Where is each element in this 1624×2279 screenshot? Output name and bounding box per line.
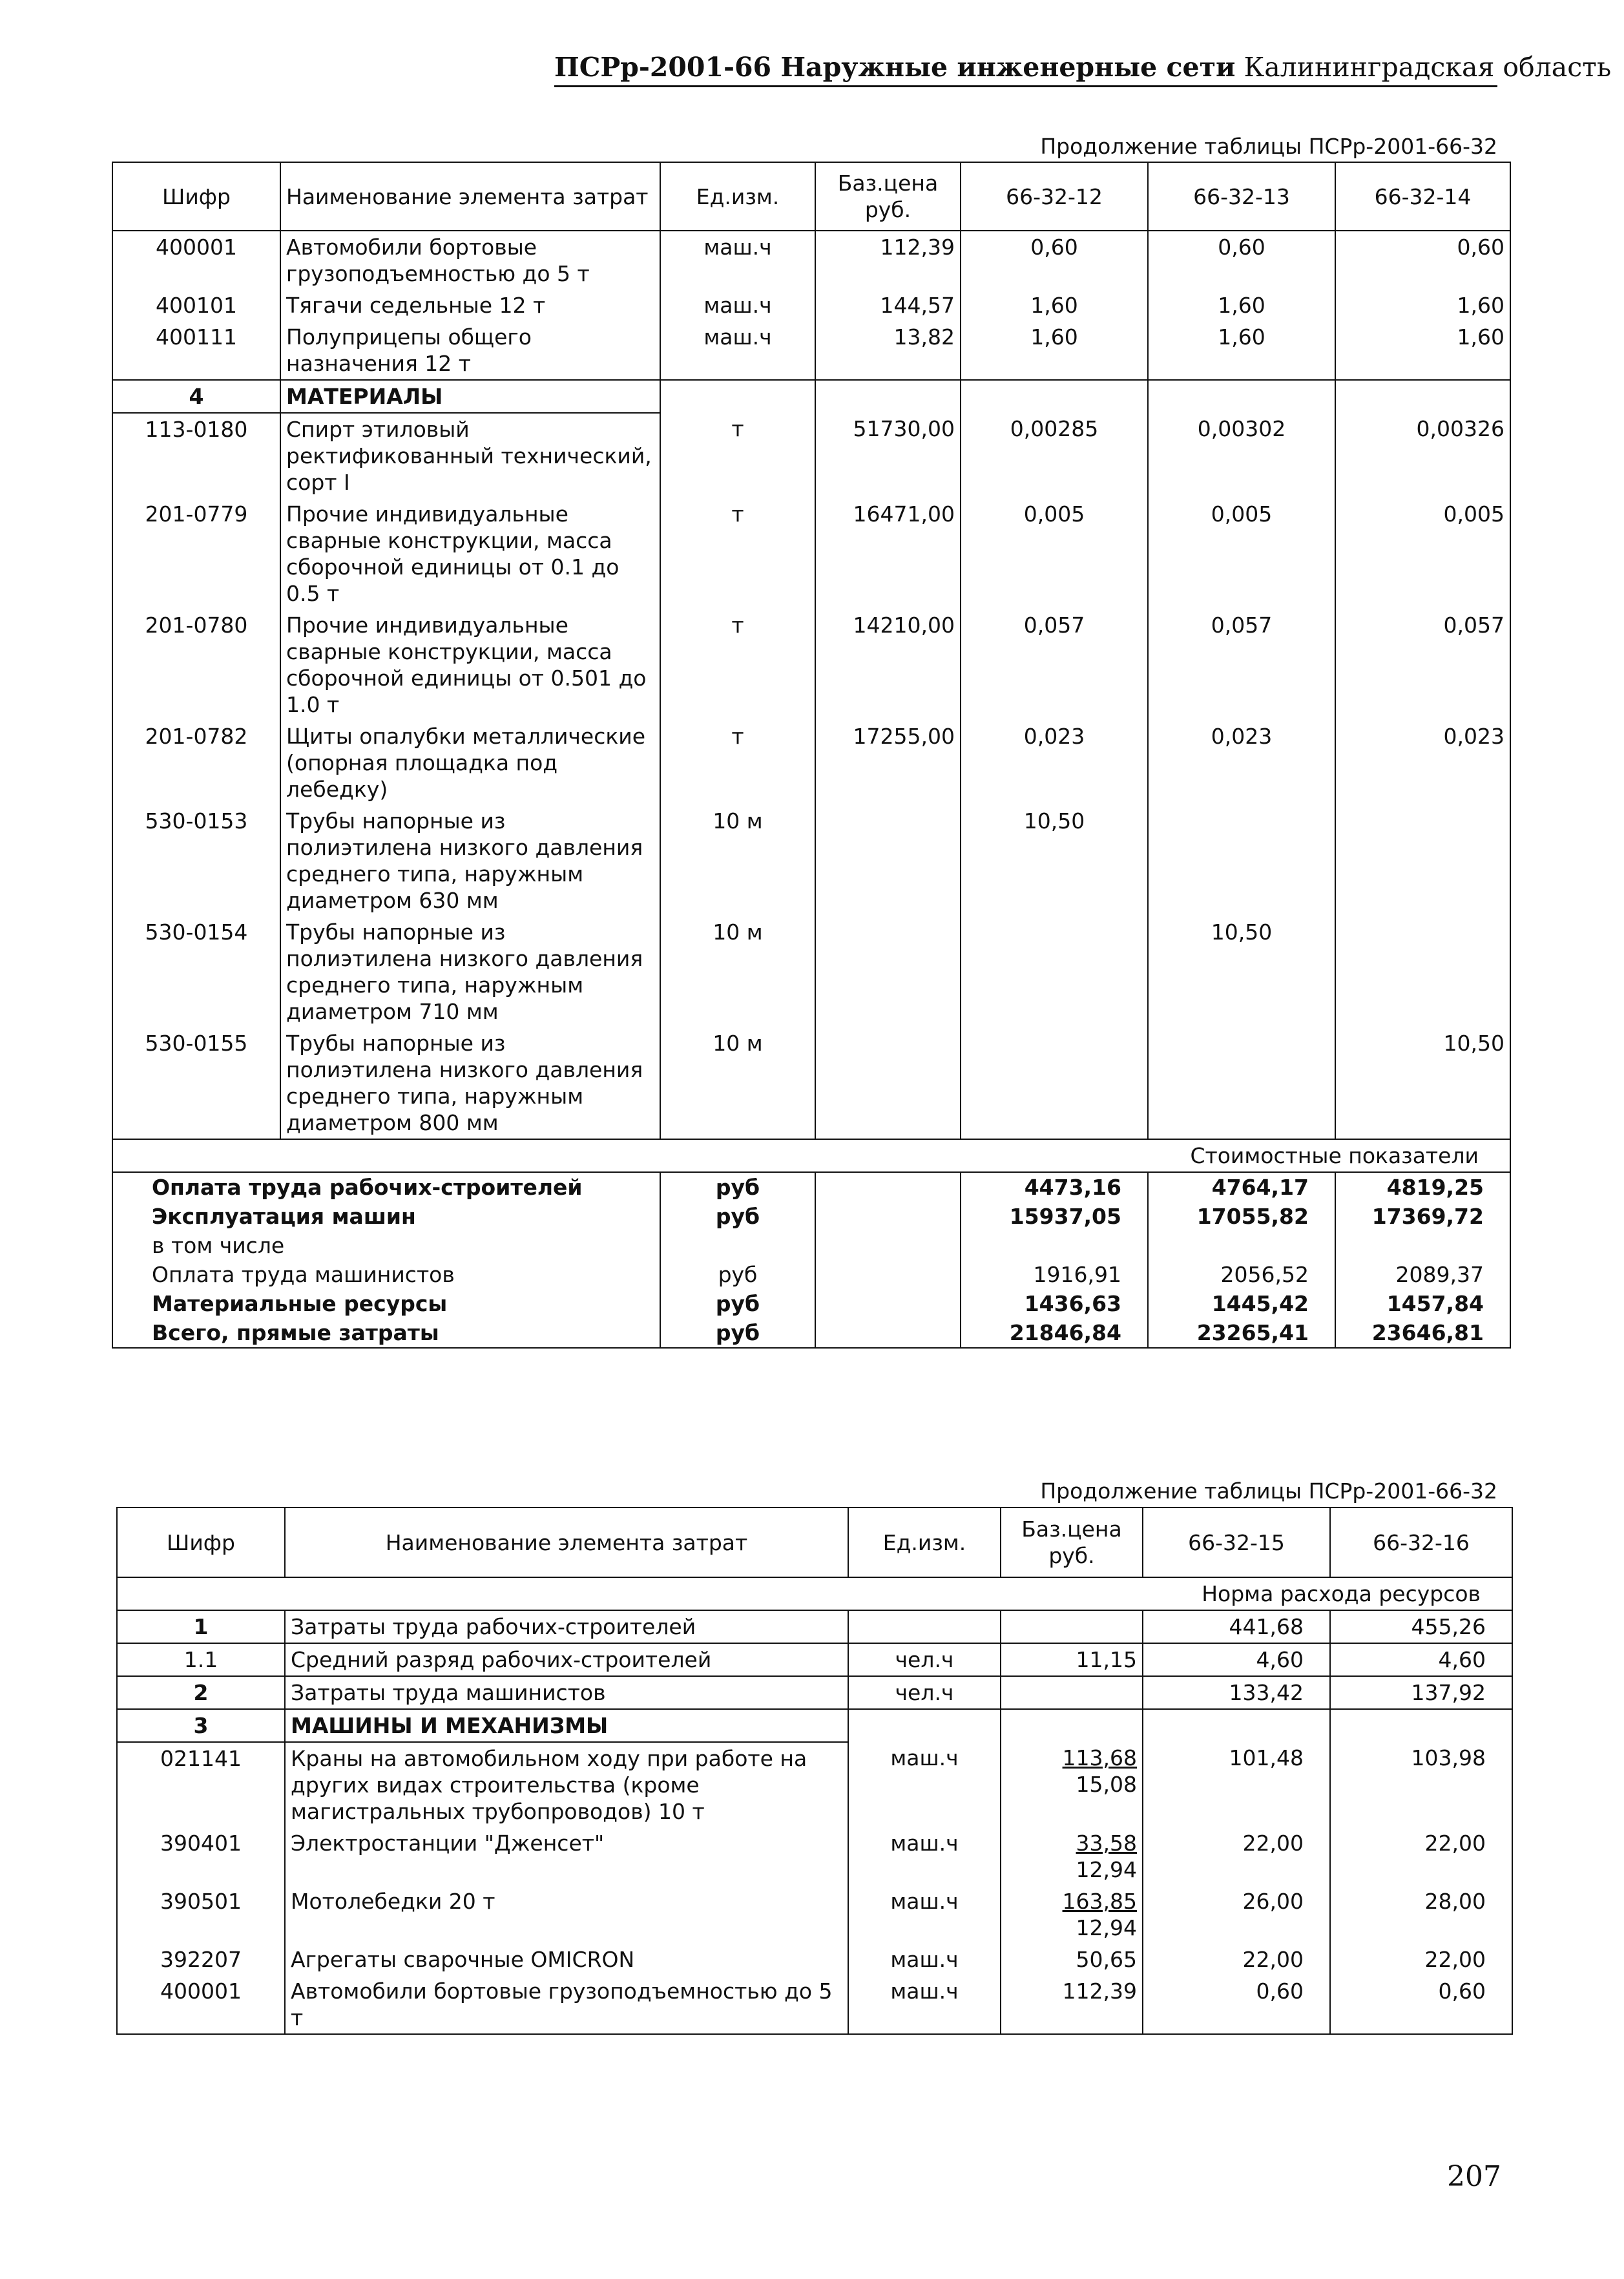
cost-label: в том числе — [112, 1231, 660, 1260]
row-value-66-32-16: 0,60 — [1330, 1975, 1512, 2034]
col-header-66-32-15: 66-32-15 — [1143, 1507, 1330, 1577]
row-name: Трубы напорные из полиэтилена низкого давления среднего типа, наружным диаметром 710 мм — [280, 916, 660, 1027]
row-name: Трубы напорные из полиэтилена низкого давления среднего типа, наружным диаметром 630 мм — [280, 805, 660, 916]
row-code: 1.1 — [117, 1643, 285, 1676]
row-unit: маш.ч — [848, 1885, 1001, 1944]
cost-value-66-32-12: 1916,91 — [961, 1260, 1148, 1289]
cost-value-66-32-12: 15937,05 — [961, 1202, 1148, 1231]
row-value-66-32-14: 1,60 — [1335, 289, 1510, 321]
row-code: 400001 — [112, 231, 280, 289]
table-row — [117, 1610, 1512, 1643]
row-name: Автомобили бортовые грузоподъемностью до 5 т — [285, 1975, 848, 2034]
row-name: Агрегаты сварочные OMICRON — [285, 1944, 848, 1975]
row-code: 201-0782 — [112, 720, 280, 805]
cost-value-66-32-14: 1457,84 — [1335, 1289, 1510, 1318]
cost-value-66-32-14 — [1335, 1231, 1510, 1260]
cost-unit: руб — [660, 1260, 815, 1289]
row-value-66-32-16: 137,92 — [1330, 1676, 1512, 1709]
row-unit: маш.ч — [848, 1827, 1001, 1885]
table-row — [112, 609, 1510, 720]
empty-cell — [815, 1260, 961, 1289]
cost-label: Оплата труда машинистов — [112, 1260, 660, 1289]
row-value-66-32-14: 1,60 — [1335, 321, 1510, 380]
row-base-price — [815, 1027, 961, 1139]
row-value-66-32-14 — [1335, 805, 1510, 916]
table-row — [112, 289, 1510, 321]
table-row — [112, 1027, 1510, 1139]
row-value-66-32-13: 1,60 — [1148, 289, 1335, 321]
base-price-value: 33,58 — [1076, 1831, 1137, 1856]
row-value-66-32-13 — [1148, 1027, 1335, 1139]
row-value-66-32-15: 441,68 — [1143, 1610, 1330, 1643]
row-name: Средний разряд рабочих-строителей — [285, 1643, 848, 1676]
row-base-price: 112,39 — [815, 231, 961, 289]
cost-row — [112, 1172, 1510, 1202]
col-header-base-price: Баз.цена руб. — [1001, 1507, 1143, 1577]
row-value-66-32-14: 0,60 — [1335, 231, 1510, 289]
row-name: Щиты опалубки металлические (опорная площадка под лебедку) — [280, 720, 660, 805]
row-value-66-32-15: 26,00 — [1143, 1885, 1330, 1944]
cost-value-66-32-14: 23646,81 — [1335, 1318, 1510, 1348]
row-base-price: 13,82 — [815, 321, 961, 380]
row-name: Затраты труда машинистов — [285, 1676, 848, 1709]
cost-label: Всего, прямые затраты — [112, 1318, 660, 1348]
row-base-price — [1001, 1885, 1143, 1944]
row-value-66-32-14: 0,023 — [1335, 720, 1510, 805]
empty-cell — [815, 1231, 961, 1260]
col-header-name: Наименование элемента затрат — [280, 162, 660, 231]
col-header-66-32-14: 66-32-14 — [1335, 162, 1510, 231]
row-code: 392207 — [117, 1944, 285, 1975]
table-row — [117, 1827, 1512, 1885]
row-base-price — [1001, 1975, 1143, 2034]
row-value-66-32-15: 22,00 — [1143, 1827, 1330, 1885]
row-value-66-32-16: 103,98 — [1330, 1742, 1512, 1827]
cost-value-66-32-14: 2089,37 — [1335, 1260, 1510, 1289]
cost-value-66-32-13 — [1148, 1231, 1335, 1260]
section-code: 4 — [112, 380, 280, 413]
row-value-66-32-12: 1,60 — [961, 289, 1148, 321]
col-header-66-32-12: 66-32-12 — [961, 162, 1148, 231]
row-value-66-32-16: 28,00 — [1330, 1885, 1512, 1944]
row-base-price: 144,57 — [815, 289, 961, 321]
cost-value-66-32-12: 4473,16 — [961, 1172, 1148, 1202]
row-value-66-32-13: 0,057 — [1148, 609, 1335, 720]
machinist-wage-value: 15,08 — [1076, 1772, 1137, 1797]
section-name: МАТЕРИАЛЫ — [280, 380, 660, 413]
row-unit: маш.ч — [660, 231, 815, 289]
row-base-price: 51730,00 — [815, 413, 961, 498]
row-unit: 10 м — [660, 916, 815, 1027]
row-value-66-32-13 — [1148, 805, 1335, 916]
table-row — [112, 321, 1510, 380]
cost-unit: руб — [660, 1318, 815, 1348]
row-code: 530-0155 — [112, 1027, 280, 1139]
row-code: 530-0153 — [112, 805, 280, 916]
col-header-66-32-13: 66-32-13 — [1148, 162, 1335, 231]
section-code: 3 — [117, 1709, 285, 1742]
empty-cell — [815, 1172, 961, 1202]
machinist-wage-value: 12,94 — [1076, 1915, 1137, 1940]
page-number: 207 — [1447, 2160, 1501, 2193]
cost-row — [112, 1260, 1510, 1289]
cost-row — [112, 1318, 1510, 1348]
table-row — [117, 1975, 1512, 2034]
cost-unit — [660, 1231, 815, 1260]
row-base-price — [1001, 1944, 1143, 1975]
table-row — [112, 413, 1510, 498]
row-base-price: 17255,00 — [815, 720, 961, 805]
row-unit: маш.ч — [660, 289, 815, 321]
cost-value-66-32-13: 23265,41 — [1148, 1318, 1335, 1348]
base-price-value: 50,65 — [1076, 1947, 1137, 1972]
row-unit: 10 м — [660, 1027, 815, 1139]
table-row — [117, 1643, 1512, 1676]
row-value-66-32-14: 10,50 — [1335, 1027, 1510, 1139]
row-value-66-32-13: 1,60 — [1148, 321, 1335, 380]
row-base-price — [1001, 1742, 1143, 1827]
cost-value-66-32-13: 4764,17 — [1148, 1172, 1335, 1202]
table2-continuation-note: Продолжение таблицы ПСРр-2001-66-32 — [1040, 1478, 1497, 1504]
table-row — [112, 498, 1510, 609]
row-value-66-32-13: 10,50 — [1148, 916, 1335, 1027]
row-value-66-32-13: 0,023 — [1148, 720, 1335, 805]
row-name: Затраты труда рабочих-строителей — [285, 1610, 848, 1643]
table1-header-row — [112, 162, 1510, 231]
row-value-66-32-12: 0,057 — [961, 609, 1148, 720]
row-code: 530-0154 — [112, 916, 280, 1027]
materials-section-row — [112, 380, 1510, 413]
row-unit: маш.ч — [660, 321, 815, 380]
row-unit: 10 м — [660, 805, 815, 916]
row-value-66-32-12: 10,50 — [961, 805, 1148, 916]
cost-section-row — [112, 1139, 1510, 1172]
row-value-66-32-15: 133,42 — [1143, 1676, 1330, 1709]
row-base-price — [815, 805, 961, 916]
table-row — [112, 720, 1510, 805]
machines-section-row — [117, 1709, 1512, 1742]
cost-row — [112, 1202, 1510, 1231]
table-row — [117, 1676, 1512, 1709]
cost-value-66-32-13: 17055,82 — [1148, 1202, 1335, 1231]
row-value-66-32-15: 22,00 — [1143, 1944, 1330, 1975]
row-value-66-32-12: 0,60 — [961, 231, 1148, 289]
page-header — [554, 52, 1612, 87]
cost-value-66-32-13: 2056,52 — [1148, 1260, 1335, 1289]
row-code: 390501 — [117, 1885, 285, 1944]
empty-cell — [815, 1202, 961, 1231]
row-name: Полуприцепы общего назначения 12 т — [280, 321, 660, 380]
cost-row — [112, 1231, 1510, 1260]
row-unit: т — [660, 413, 815, 498]
col-header-unit: Ед.изм. — [660, 162, 815, 231]
row-code: 021141 — [117, 1742, 285, 1827]
row-unit: т — [660, 609, 815, 720]
row-name: Тягачи седельные 12 т — [280, 289, 660, 321]
row-base-price — [1001, 1676, 1143, 1709]
row-base-price — [815, 916, 961, 1027]
cost-value-66-32-14: 17369,72 — [1335, 1202, 1510, 1231]
cost-label: Оплата труда рабочих-строителей — [112, 1172, 660, 1202]
row-value-66-32-12: 1,60 — [961, 321, 1148, 380]
table-row — [112, 805, 1510, 916]
region-name: Калининградская область — [1244, 52, 1612, 83]
row-name: Прочие индивидуальные сварные конструкции, масса сборочной единицы от 0.1 до 0.5 т — [280, 498, 660, 609]
cost-value-66-32-12: 1436,63 — [961, 1289, 1148, 1318]
row-value-66-32-15: 0,60 — [1143, 1975, 1330, 2034]
norm-section-row — [117, 1577, 1512, 1610]
row-code: 201-0779 — [112, 498, 280, 609]
table1-continuation-note: Продолжение таблицы ПСРр-2001-66-32 — [1040, 134, 1497, 159]
cost-unit: руб — [660, 1172, 815, 1202]
row-unit — [848, 1610, 1001, 1643]
row-value-66-32-14: 0,00326 — [1335, 413, 1510, 498]
row-code: 1 — [117, 1610, 285, 1643]
table-row — [117, 1944, 1512, 1975]
table-row — [112, 916, 1510, 1027]
row-value-66-32-12: 0,00285 — [961, 413, 1148, 498]
row-unit: чел.ч — [848, 1676, 1001, 1709]
col-header-unit: Ед.изм. — [848, 1507, 1001, 1577]
row-name: Прочие индивидуальные сварные конструкции, масса сборочной единицы от 0.501 до 1.0 т — [280, 609, 660, 720]
empty-cell — [815, 1289, 961, 1318]
cost-row — [112, 1289, 1510, 1318]
col-header-code: Шифр — [112, 162, 280, 231]
row-unit: маш.ч — [848, 1742, 1001, 1827]
row-name: Спирт этиловый ректификованный технический, сорт I — [280, 413, 660, 498]
cost-value-66-32-12 — [961, 1231, 1148, 1260]
row-value-66-32-16: 22,00 — [1330, 1827, 1512, 1885]
col-header-66-32-16: 66-32-16 — [1330, 1507, 1512, 1577]
row-value-66-32-16: 22,00 — [1330, 1944, 1512, 1975]
row-unit: маш.ч — [848, 1944, 1001, 1975]
row-name: Мотолебедки 20 т — [285, 1885, 848, 1944]
row-value-66-32-12 — [961, 916, 1148, 1027]
row-code: 2 — [117, 1676, 285, 1709]
section-name: МАШИНЫ И МЕХАНИЗМЫ — [285, 1709, 848, 1742]
row-code: 113-0180 — [112, 413, 280, 498]
row-value-66-32-13: 0,00302 — [1148, 413, 1335, 498]
cost-label: Материальные ресурсы — [112, 1289, 660, 1318]
norm-section-label: Норма расхода ресурсов — [117, 1577, 1512, 1610]
cost-section-label: Стоимостные показатели — [112, 1139, 1510, 1172]
resource-table-1 — [112, 162, 1511, 1349]
row-base-price: 16471,00 — [815, 498, 961, 609]
base-price-value: 163,85 — [1062, 1889, 1137, 1914]
col-header-code: Шифр — [117, 1507, 285, 1577]
row-value-66-32-14: 0,057 — [1335, 609, 1510, 720]
machinist-wage-value: 12,94 — [1076, 1857, 1137, 1882]
table-row — [117, 1885, 1512, 1944]
row-base-price — [1001, 1827, 1143, 1885]
row-code: 390401 — [117, 1827, 285, 1885]
cost-value-66-32-13: 1445,42 — [1148, 1289, 1335, 1318]
base-price-value: 112,39 — [1062, 1979, 1137, 2004]
table-row — [112, 231, 1510, 289]
row-code: 400001 — [117, 1975, 285, 2034]
row-value-66-32-15: 101,48 — [1143, 1742, 1330, 1827]
cost-unit: руб — [660, 1202, 815, 1231]
row-value-66-32-12 — [961, 1027, 1148, 1139]
row-name: Автомобили бортовые грузоподъемностью до 5 т — [280, 231, 660, 289]
row-code: 400111 — [112, 321, 280, 380]
row-unit: т — [660, 498, 815, 609]
row-value-66-32-12: 0,005 — [961, 498, 1148, 609]
row-value-66-32-16: 455,26 — [1330, 1610, 1512, 1643]
col-header-name: Наименование элемента затрат — [285, 1507, 848, 1577]
resource-table-2 — [116, 1507, 1513, 2035]
row-value-66-32-14 — [1335, 916, 1510, 1027]
table2-header-row — [117, 1507, 1512, 1577]
row-value-66-32-16: 4,60 — [1330, 1643, 1512, 1676]
document-code-title: ПСРр-2001-66 Наружные инженерные сети — [554, 52, 1236, 83]
table-row — [117, 1742, 1512, 1827]
row-unit: чел.ч — [848, 1643, 1001, 1676]
row-value-66-32-15: 4,60 — [1143, 1643, 1330, 1676]
row-unit: маш.ч — [848, 1975, 1001, 2034]
row-value-66-32-13: 0,60 — [1148, 231, 1335, 289]
col-header-base-price: Баз.цена руб. — [815, 162, 961, 231]
row-value-66-32-12: 0,023 — [961, 720, 1148, 805]
row-value-66-32-14: 0,005 — [1335, 498, 1510, 609]
base-price-value: 113,68 — [1062, 1745, 1137, 1770]
row-code: 400101 — [112, 289, 280, 321]
cost-label: Эксплуатация машин — [112, 1202, 660, 1231]
row-base-price: 11,15 — [1001, 1643, 1143, 1676]
row-value-66-32-13: 0,005 — [1148, 498, 1335, 609]
row-base-price — [1001, 1610, 1143, 1643]
cost-value-66-32-12: 21846,84 — [961, 1318, 1148, 1348]
empty-cell — [815, 1318, 961, 1348]
row-name: Краны на автомобильном ходу при работе на других видах строительства (кроме магистральных трубопроводов) 10 т — [285, 1742, 848, 1827]
row-unit: т — [660, 720, 815, 805]
row-name: Трубы напорные из полиэтилена низкого давления среднего типа, наружным диаметром 800 мм — [280, 1027, 660, 1139]
row-code: 201-0780 — [112, 609, 280, 720]
row-base-price: 14210,00 — [815, 609, 961, 720]
row-name: Электростанции "Дженсет" — [285, 1827, 848, 1885]
cost-unit: руб — [660, 1289, 815, 1318]
cost-value-66-32-14: 4819,25 — [1335, 1172, 1510, 1202]
